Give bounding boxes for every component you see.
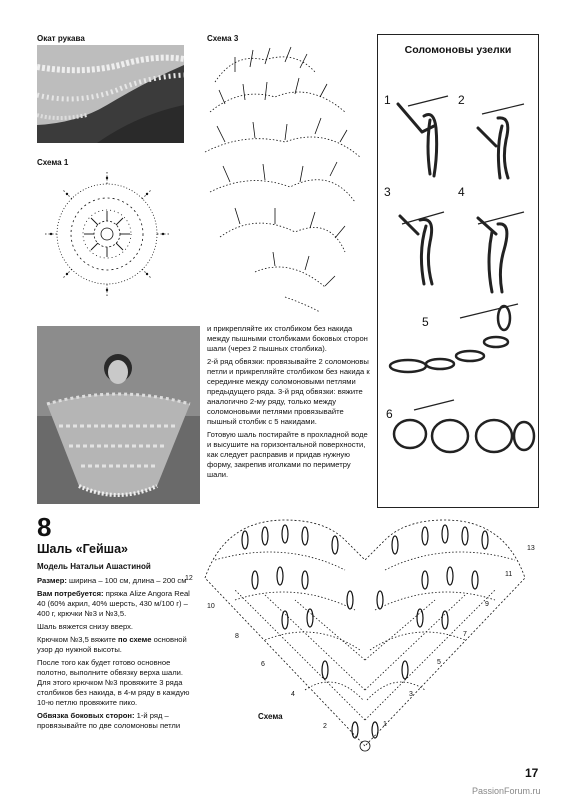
step-2-number: 2: [458, 93, 465, 107]
row-number-right-6: 1: [383, 721, 387, 728]
main-scheme-label: Схема: [258, 712, 283, 721]
step-1-number: 1: [384, 93, 391, 107]
scheme1-diagram: [37, 168, 177, 303]
sleeve-label: Окат рукава: [37, 34, 85, 43]
sleeve-photo: [37, 45, 184, 143]
solomon-knot-box: [377, 34, 539, 508]
step-4-number: 4: [458, 185, 465, 199]
row-number-right-3: 7: [463, 631, 467, 638]
row-number-right-1: 11: [505, 571, 513, 578]
shawl-chart: [185, 500, 545, 760]
continued-paragraph-1: и прикрепляйте их столбиком без накида между пышными столбиками боковых сторон шали (через 2 пышных столбика).: [207, 324, 368, 354]
watermark: PassionForum.ru: [472, 786, 541, 796]
paragraph-2c: основной узор до нужной высоты.: [37, 635, 187, 655]
size-text: ширина – 100 см, длина – 200 см: [69, 576, 187, 585]
paragraph-2b: по схеме: [118, 635, 152, 645]
solomon-knot-title: Соломоновы узелки: [404, 44, 512, 56]
row-number-right-5: 3: [409, 691, 413, 698]
shawl-photo: [37, 326, 200, 504]
row-number-right-0: 13: [527, 545, 535, 552]
scheme3-label: Схема 3: [207, 34, 239, 43]
paragraph-4b: 1-й ряд – провязывайте по две соломоновы петли: [37, 711, 181, 731]
row-number-left-3: 6: [261, 661, 265, 668]
step-5-number: 5: [422, 315, 429, 329]
row-number-right-4: 5: [437, 659, 441, 666]
row-number-left-5: 2: [323, 723, 327, 730]
row-number-left-2: 8: [235, 633, 239, 640]
scheme3-diagram: [195, 42, 370, 317]
step-3-number: 3: [384, 185, 391, 199]
paragraph-4a: Обвязка боковых сторон:: [37, 711, 135, 721]
solomon-knot-steps: [378, 56, 538, 496]
article-body: [37, 576, 197, 734]
continued-instructions: [207, 324, 370, 483]
row-number-right-2: 9: [485, 601, 489, 608]
article-title: Шаль «Гейша»: [37, 542, 128, 556]
row-number-left-0: 12: [185, 575, 193, 582]
row-number-left-1: 10: [207, 603, 215, 610]
step-6-number: 6: [386, 407, 393, 421]
row-number-left-4: 4: [291, 691, 295, 698]
paragraph-3: После того как будет готово основное полотно, выполните обвязку верха шали. Для этого крючком №3 провяжите 3 ряда столбиков без накида, в 4-м ряду в каждую 10-ю петлю провяжите пико.: [37, 658, 190, 708]
article-number: 8: [37, 512, 52, 542]
paragraph-2a: Крючком №3,5 вяжите: [37, 635, 119, 645]
continued-paragraph-3: Готовую шаль постирайте в прохладной воде и высушите на горизонтальной поверхности, как следует расправив и придав нужную форму, закрепив иголками по периметру шали.: [207, 430, 368, 480]
scheme1-label: Схема 1: [37, 158, 69, 167]
materials-label: Вам потребуется:: [37, 589, 104, 599]
size-label: Размер:: [37, 576, 67, 585]
article-author: Модель Натальи Ашастиной: [37, 562, 151, 571]
materials-text: пряжа Alize Angora Real 40 (60% акрил, 40% шерсть, 430 м/100 г) – 400 г, крючки №3 и №3,5.: [37, 589, 190, 619]
paragraph-1: Шаль вяжется снизу вверх.: [37, 622, 133, 632]
page-number: 17: [525, 766, 539, 780]
continued-paragraph-2: 2-й ряд обвязки: провязывайте 2 соломоновы петли и прикрепляйте столбиком без накида к серединке между соломоновыми петлями предыдущего ряда. 3-й ряд обвязки: вяжите аналогично 2-му ряду, только между соломоновыми петлями провязывайте пышный столбик с 5 накидами.: [207, 357, 370, 427]
